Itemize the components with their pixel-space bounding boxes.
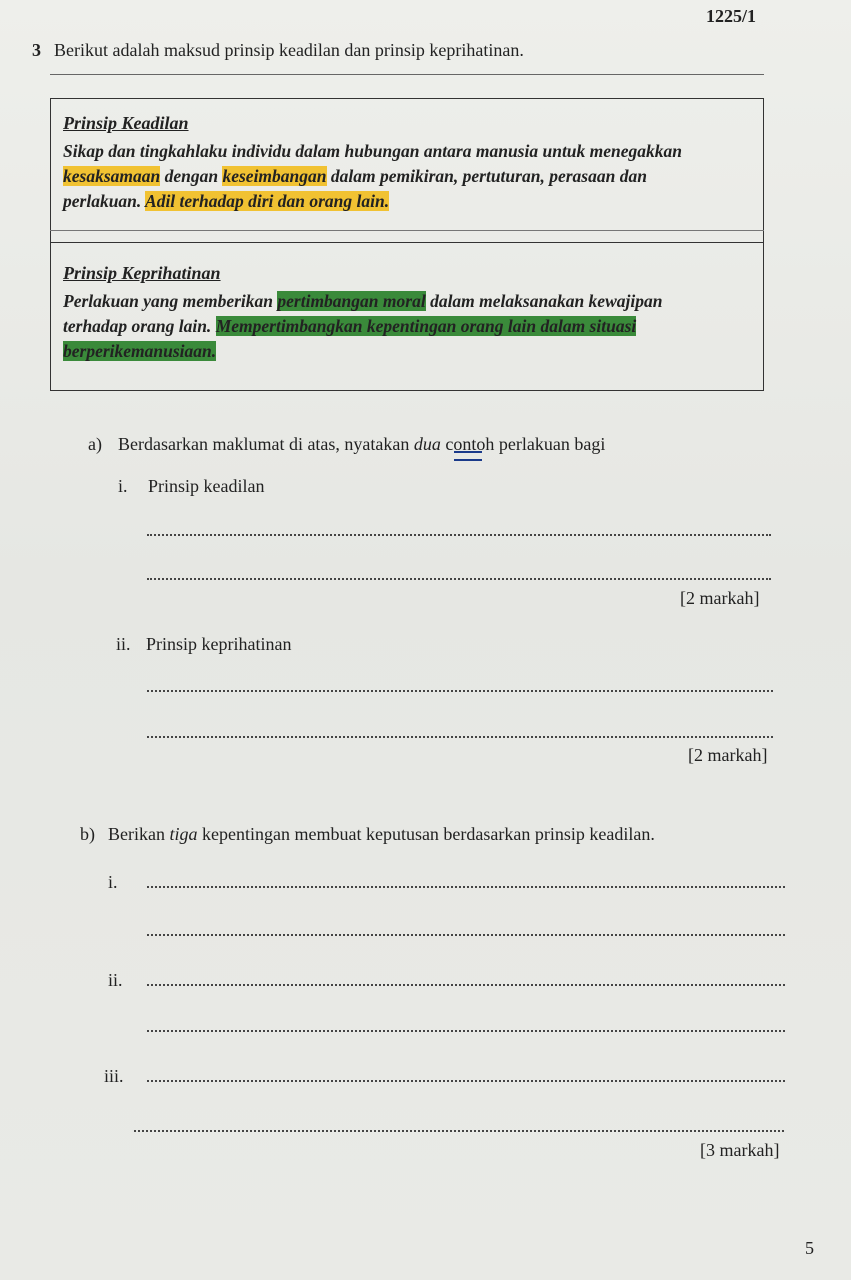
answer-line[interactable] [147, 690, 773, 692]
answer-line[interactable] [147, 1080, 785, 1082]
keprihatinan-definition [63, 289, 662, 364]
part-b-question: Berikan tiga kepentingan membuat keputusan berdasarkan prinsip keadilan. [108, 824, 655, 844]
part-a-i-text: Prinsip keadilan [148, 476, 265, 496]
keadilan-line-2: kesaksamaan dengan keseimbangan dalam pemikiran, pertuturan, perasaan dan [63, 166, 647, 186]
answer-line[interactable] [147, 578, 771, 580]
highlight-berperikemanusiaan: berperikemanusiaan. [63, 341, 217, 361]
box-divider [50, 242, 764, 243]
highlight-keseimbangan: keseimbangan [222, 166, 327, 186]
box-top-rule [50, 74, 764, 75]
highlight-pertimbangan-moral: pertimbangan moral [277, 291, 426, 311]
keadilan-title: Prinsip Keadilan [63, 113, 189, 133]
marks-a-ii: [2 markah] [688, 745, 768, 765]
part-b-label: b) [80, 824, 95, 844]
keprihatinan-line-3 [63, 339, 662, 364]
part-a-question: Berdasarkan maklumat di atas, nyatakan dua contoh perlakuan bagi [118, 434, 606, 454]
keadilan-definition [63, 139, 682, 214]
answer-line[interactable] [147, 886, 785, 888]
answer-line[interactable] [147, 1030, 785, 1032]
part-b-iii-label: iii. [104, 1066, 124, 1086]
answer-line[interactable] [134, 1130, 784, 1132]
keadilan-line-1: Sikap dan tingkahlaku individu dalam hubungan antara manusia untuk menegakkan [63, 141, 683, 161]
part-b-i-label: i. [108, 872, 118, 892]
part-a-i-label: i. [118, 476, 128, 496]
part-a-ii-label: ii. [116, 634, 131, 654]
paper-code: 1225/1 [706, 6, 757, 26]
answer-line[interactable] [147, 534, 771, 536]
handwritten-double-underline [454, 451, 482, 461]
question-number: 3 [32, 40, 41, 60]
part-a-ii-text: Prinsip keprihatinan [146, 634, 292, 654]
emphasis-dua: dua [413, 434, 441, 454]
answer-line[interactable] [147, 736, 773, 738]
keprihatinan-title: Prinsip Keprihatinan [63, 263, 221, 283]
highlight-kesaksamaan: kesaksamaan [63, 166, 161, 186]
box-faint-rule [50, 230, 764, 231]
part-b-ii-label: ii. [108, 970, 123, 990]
marks-a-i: [2 markah] [680, 588, 760, 608]
highlight-adil: Adil terhadap diri dan orang lain. [145, 191, 390, 211]
keadilan-line-3: perlakuan. Adil terhadap diri dan orang lain. [63, 191, 390, 211]
emphasis-tiga: tiga [169, 824, 198, 844]
page-number: 5 [805, 1238, 814, 1258]
part-a-label: a) [88, 434, 102, 454]
marks-b: [3 markah] [700, 1140, 780, 1160]
keprihatinan-line-1: Perlakuan yang memberikan pertimbangan moral dalam melaksanakan kewajipan [63, 291, 663, 311]
answer-line[interactable] [147, 984, 785, 986]
keprihatinan-line-2: terhadap orang lain. Mempertimbangkan kepentingan orang lain dalam situasi [63, 316, 637, 336]
answer-line[interactable] [147, 934, 785, 936]
highlight-mempertimbangkan: Mempertimbangkan kepentingan orang lain dalam situasi [215, 316, 637, 336]
question-intro: Berikut adalah maksud prinsip keadilan dan prinsip keprihatinan. [54, 40, 524, 60]
